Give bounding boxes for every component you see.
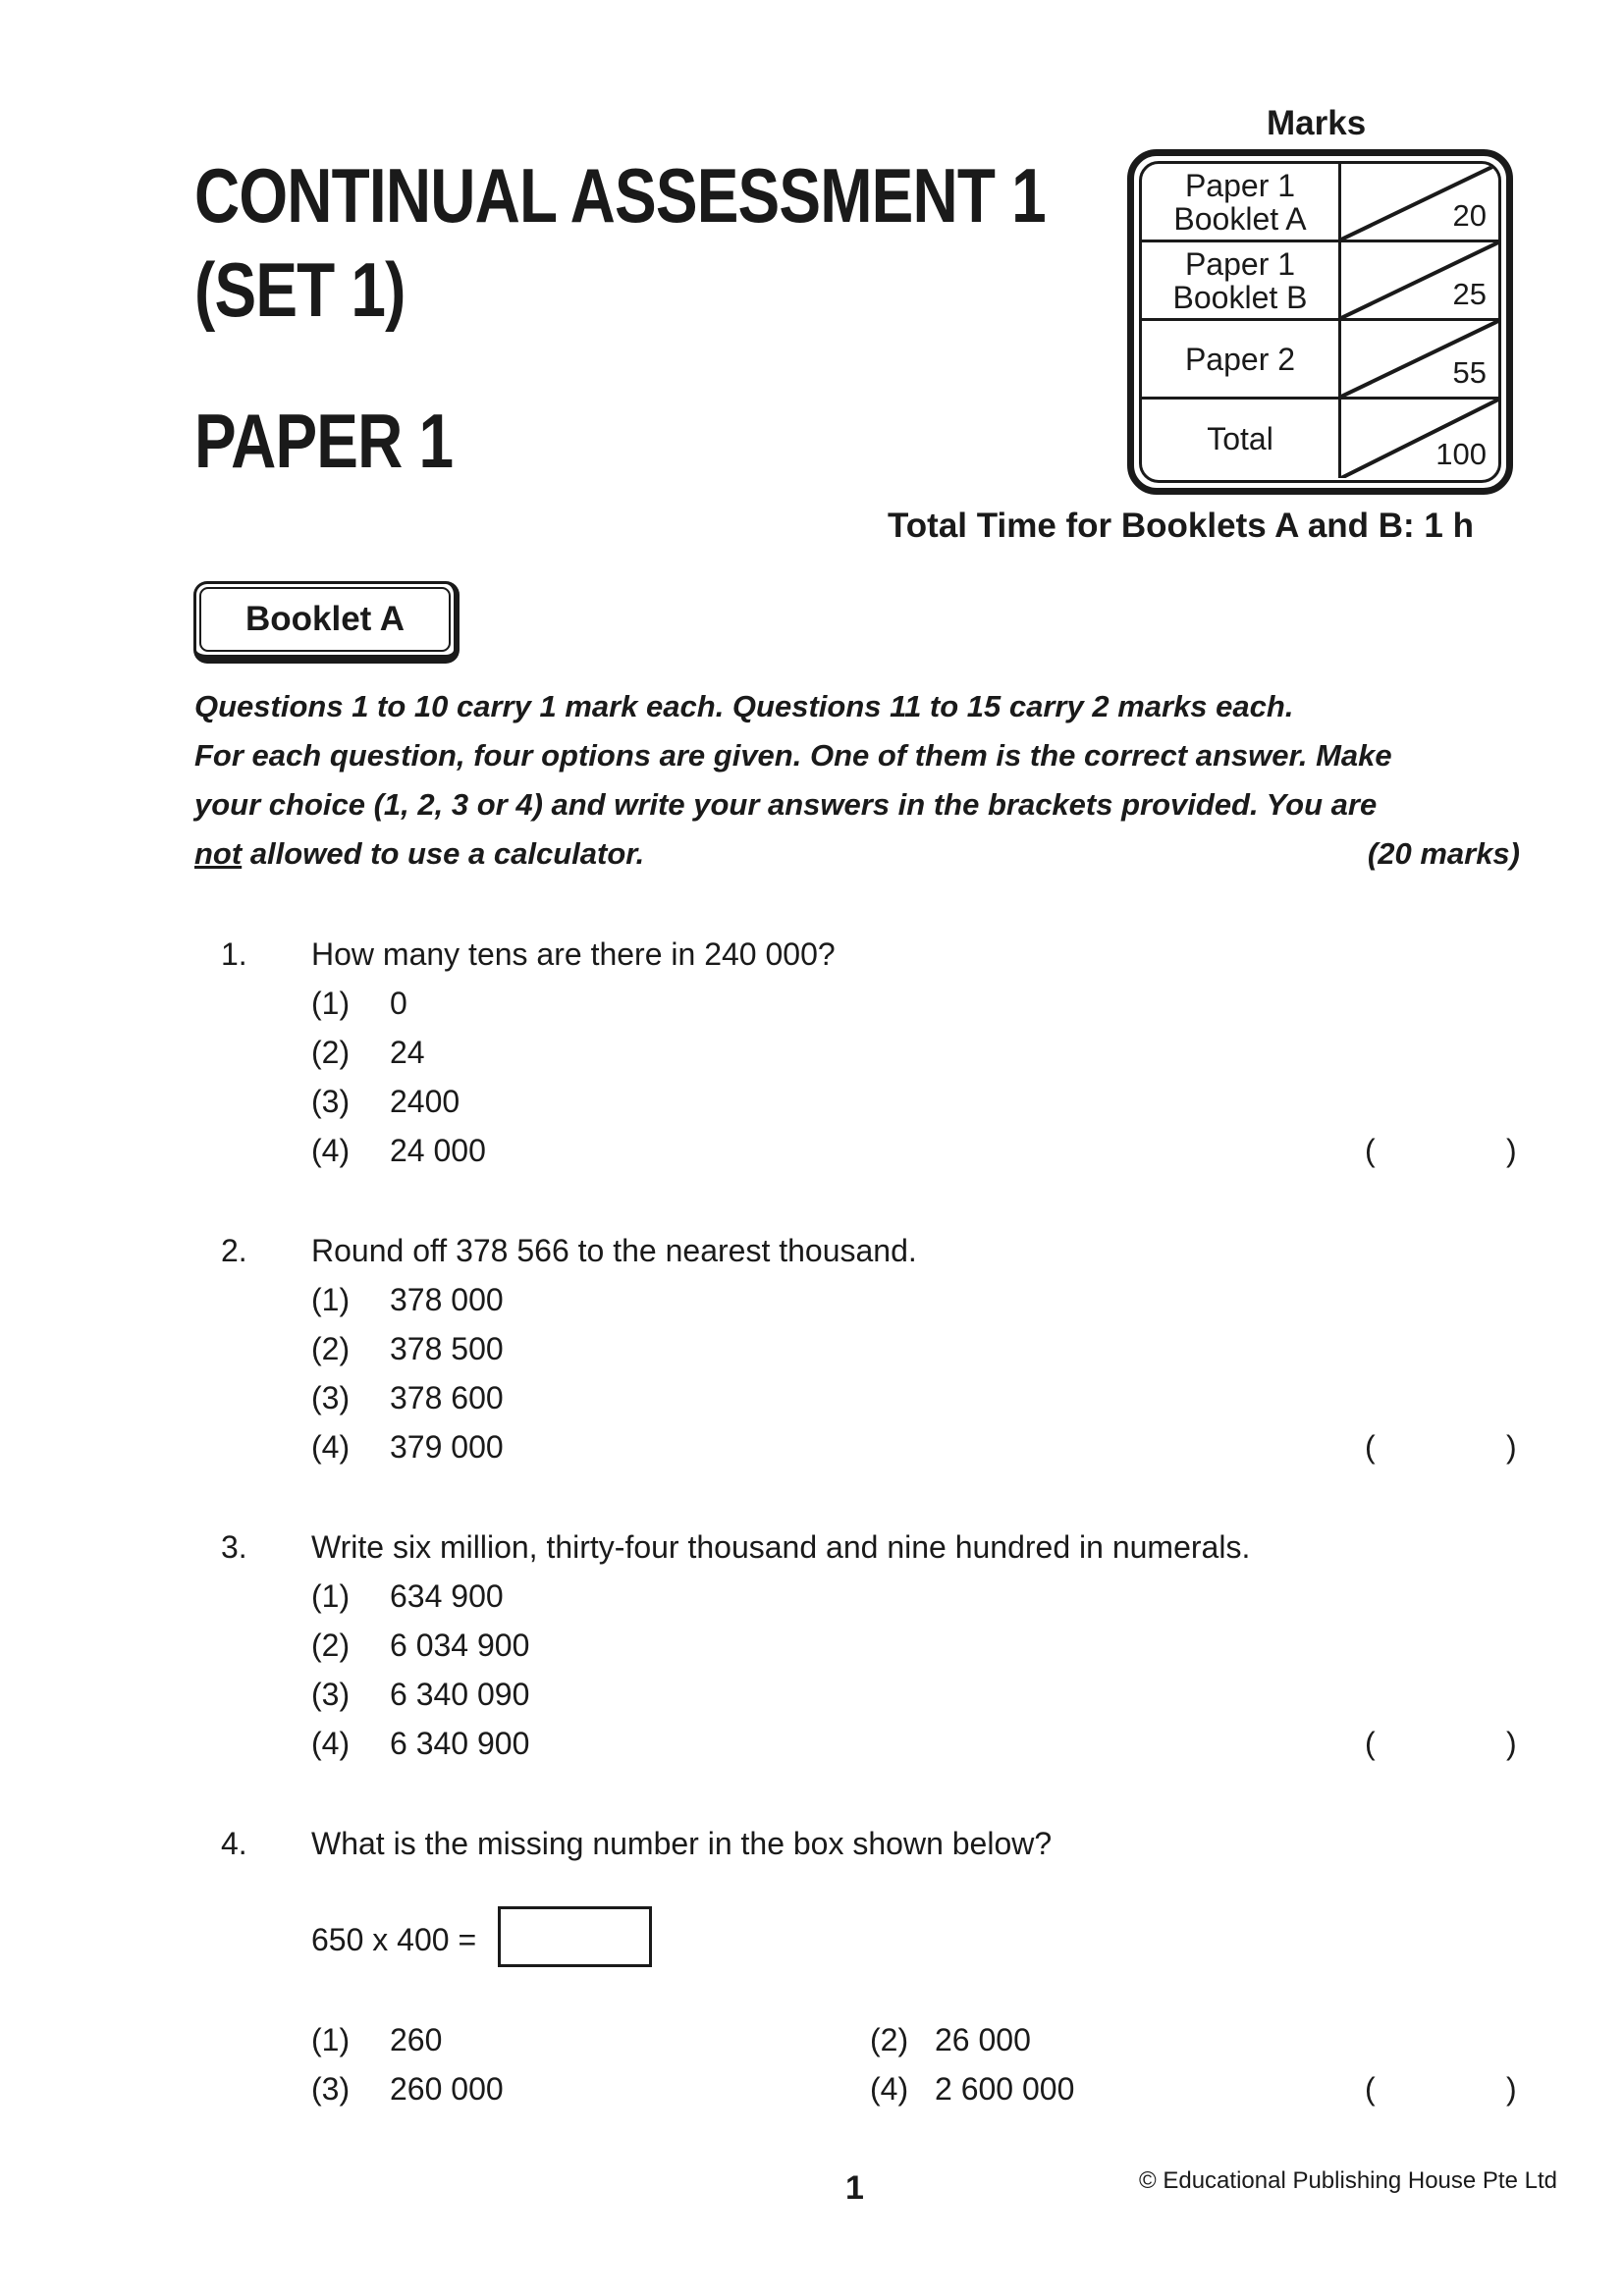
instruction-line-4 bbox=[194, 829, 1520, 879]
marks-max: 25 bbox=[1452, 277, 1487, 311]
marks-row bbox=[1142, 400, 1498, 478]
option-value: 0 bbox=[390, 986, 407, 1021]
answer-bracket-close[interactable]: ) bbox=[1506, 1726, 1517, 1761]
marks-row bbox=[1142, 242, 1498, 321]
marks-row-name: Paper 2 bbox=[1142, 321, 1341, 397]
option-value: 6 340 900 bbox=[390, 1726, 530, 1761]
marks-heading: Marks bbox=[1267, 104, 1367, 142]
option-label: (1) bbox=[311, 1282, 351, 1317]
option-value: 6 034 900 bbox=[390, 1628, 530, 1663]
title-line-2: (SET 1) bbox=[194, 246, 406, 333]
marks-max: 20 bbox=[1452, 198, 1487, 233]
option-label: (2) bbox=[311, 1628, 351, 1663]
option-label: (2) bbox=[870, 2022, 909, 2057]
option-value: 24 000 bbox=[390, 1133, 486, 1168]
option-label: (1) bbox=[311, 1578, 351, 1614]
option-value: 26 000 bbox=[935, 2022, 1031, 2057]
question-text: What is the missing number in the box shown below? bbox=[311, 1826, 1053, 1861]
marks-table bbox=[1127, 149, 1513, 495]
option-value: 260 000 bbox=[390, 2071, 504, 2107]
option-label: (3) bbox=[311, 1677, 351, 1712]
booklet-label: Booklet A bbox=[199, 587, 451, 652]
option-label: (3) bbox=[311, 1380, 351, 1415]
option-value: 2 600 000 bbox=[935, 2071, 1075, 2107]
option-value: 24 bbox=[390, 1035, 425, 1070]
answer-bracket-open[interactable]: ( bbox=[1365, 2071, 1376, 2107]
marks-cell[interactable] bbox=[1341, 164, 1498, 240]
missing-number-box[interactable] bbox=[498, 1906, 652, 1967]
question-text: Round off 378 566 to the nearest thousand. bbox=[311, 1233, 917, 1268]
option-label: (4) bbox=[870, 2071, 909, 2107]
option-value: 378 600 bbox=[390, 1380, 504, 1415]
paper-title: PAPER 1 bbox=[194, 398, 454, 484]
page-number: 1 bbox=[845, 2169, 864, 2207]
marks-row-name: Paper 1 Booklet A bbox=[1142, 164, 1341, 240]
total-marks: (20 marks) bbox=[1367, 836, 1520, 871]
option-value: 2400 bbox=[390, 1084, 460, 1119]
marks-cell[interactable] bbox=[1341, 321, 1498, 397]
marks-row bbox=[1142, 164, 1498, 242]
title-line-1: CONTINUAL ASSESSMENT 1 bbox=[194, 152, 1046, 239]
option-value: 260 bbox=[390, 2022, 443, 2057]
option-label: (3) bbox=[311, 1084, 351, 1119]
marks-row-name: Total bbox=[1142, 400, 1341, 478]
marks-row-name: Paper 1 Booklet B bbox=[1142, 242, 1341, 318]
instruction-line-3: your choice (1, 2, 3 or 4) and write your answers in the brackets provided. You are bbox=[194, 787, 1378, 822]
answer-bracket-close[interactable]: ) bbox=[1506, 1133, 1517, 1168]
option-label: (1) bbox=[311, 986, 351, 1021]
copyright: © Educational Publishing House Pte Ltd bbox=[1139, 2167, 1557, 2194]
instruction-not: not bbox=[194, 836, 243, 871]
answer-bracket-open[interactable]: ( bbox=[1365, 1133, 1376, 1168]
total-time: Total Time for Booklets A and B: 1 h bbox=[888, 507, 1474, 545]
instruction-line-4-rest: allowed to use a calculator. bbox=[242, 836, 645, 871]
marks-cell[interactable] bbox=[1341, 242, 1498, 318]
question-number: 1. bbox=[221, 936, 247, 972]
option-value: 379 000 bbox=[390, 1429, 504, 1465]
answer-bracket-open[interactable]: ( bbox=[1365, 1429, 1376, 1465]
marks-row bbox=[1142, 321, 1498, 400]
question-number: 2. bbox=[221, 1233, 247, 1268]
option-label: (4) bbox=[311, 1133, 351, 1168]
booklet-label-box bbox=[193, 581, 460, 664]
instruction-line-2: For each question, four options are given. One of them is the correct answer. Make bbox=[194, 738, 1392, 773]
question-number: 4. bbox=[221, 1826, 247, 1861]
option-label: (1) bbox=[311, 2022, 351, 2057]
option-value: 634 900 bbox=[390, 1578, 504, 1614]
answer-bracket-close[interactable]: ) bbox=[1506, 2071, 1517, 2107]
answer-bracket-close[interactable]: ) bbox=[1506, 1429, 1517, 1465]
option-value: 378 500 bbox=[390, 1331, 504, 1366]
option-label: (4) bbox=[311, 1429, 351, 1465]
marks-max: 55 bbox=[1452, 355, 1487, 390]
question-text: Write six million, thirty-four thousand and nine hundred in numerals. bbox=[311, 1529, 1251, 1565]
option-label: (3) bbox=[311, 2071, 351, 2107]
marks-max: 100 bbox=[1435, 437, 1487, 471]
question-number: 3. bbox=[221, 1529, 247, 1565]
question-text: How many tens are there in 240 000? bbox=[311, 936, 836, 972]
marks-cell[interactable] bbox=[1341, 400, 1498, 478]
option-label: (2) bbox=[311, 1035, 351, 1070]
option-value: 378 000 bbox=[390, 1282, 504, 1317]
instruction-line-1: Questions 1 to 10 carry 1 mark each. Questions 11 to 15 carry 2 marks each. bbox=[194, 689, 1294, 723]
equation: 650 x 400 = bbox=[311, 1922, 477, 1957]
answer-bracket-open[interactable]: ( bbox=[1365, 1726, 1376, 1761]
option-label: (2) bbox=[311, 1331, 351, 1366]
option-value: 6 340 090 bbox=[390, 1677, 530, 1712]
option-label: (4) bbox=[311, 1726, 351, 1761]
